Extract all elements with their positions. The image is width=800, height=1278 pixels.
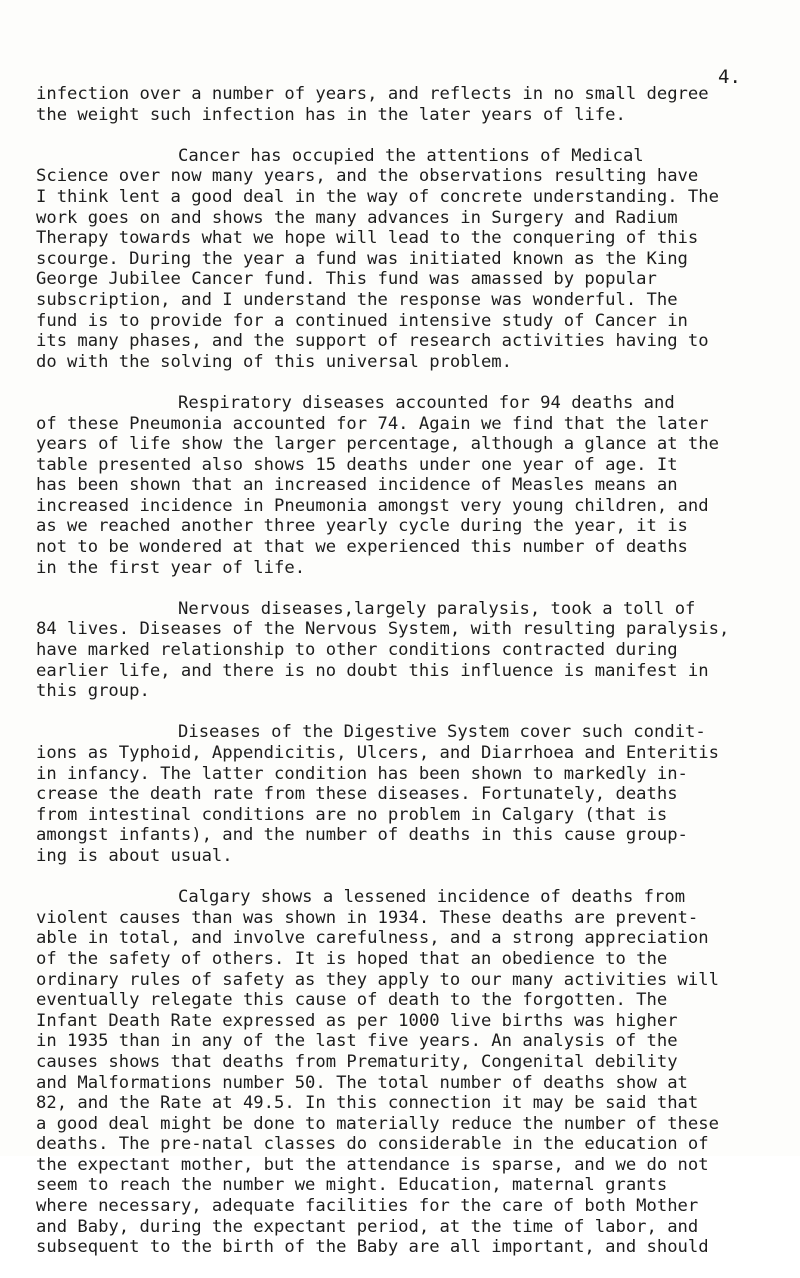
text-line: in infancy. The latter condition has been shown to markedly in- [36, 763, 688, 784]
text-line: fund is to provide for a continued intensive study of Cancer in [36, 310, 688, 331]
text-line: ing is about usual. [36, 845, 233, 866]
text-line: deaths. The pre-natal classes do considerable in the education of [36, 1134, 709, 1155]
text-line: not to be wondered at that we experienced this number of deaths [36, 537, 688, 558]
text-line: crease the death rate from these diseases. Fortunately, deaths [36, 784, 678, 805]
text-line: Nervous diseases,largely paralysis, took a toll of [178, 598, 696, 619]
text-line: violent causes than was shown in 1934. These deaths are prevent- [36, 907, 699, 928]
text-line: years of life show the larger percentage, although a glance at the [36, 434, 719, 455]
text-line: of the safety of others. It is hoped that an obedience to the [36, 948, 668, 969]
text-line: ordinary rules of safety as they apply to our many activities will [36, 969, 719, 990]
text-line: seem to reach the number we might. Education, maternal grants [36, 1175, 668, 1196]
paragraph [36, 722, 776, 866]
text-line: I think lent a good deal in the way of concrete understanding. The [36, 186, 719, 207]
text-line: Cancer has occupied the attentions of Medical [178, 145, 644, 166]
text-line: and Malformations number 50. The total number of deaths show at [36, 1072, 688, 1093]
text-line: earlier life, and there is no doubt this influence is manifest in [36, 660, 709, 681]
text-line: Science over now many years, and the observations resulting have [36, 166, 699, 187]
text-line: in the first year of life. [36, 557, 306, 578]
text-line: 84 lives. Diseases of the Nervous System, with resulting paralysis, [36, 619, 730, 640]
text-line: as we reached another three yearly cycle during the year, it is [36, 516, 688, 537]
text-line: a good deal might be done to materially reduce the number of these [36, 1113, 719, 1134]
text-line: 82, and the Rate at 49.5. In this connection it may be said that [36, 1093, 699, 1114]
paragraph [36, 887, 776, 1258]
text-line: Diseases of the Digestive System cover such condit- [178, 722, 706, 743]
text-line: of these Pneumonia accounted for 74. Again we find that the later [36, 413, 709, 434]
text-line: subscription, and I understand the response was wonderful. The [36, 289, 678, 310]
text-line: scourge. During the year a fund was initiated known as the King [36, 248, 688, 269]
text-line: Therapy towards what we hope will lead to the conquering of this [36, 228, 699, 249]
paragraph [36, 146, 776, 373]
text-line: causes shows that deaths from Prematurity, Congenital debility [36, 1051, 678, 1072]
text-line: infection over a number of years, and reflects in no small degree [36, 84, 709, 104]
text-line: able in total, and involve carefulness, and a strong appreciation [36, 928, 709, 949]
paragraph [36, 84, 776, 125]
text-line: eventually relegate this cause of death to the forgotten. The [36, 990, 668, 1011]
text-line: Calgary shows a lessened incidence of deaths from [178, 887, 686, 908]
text-line: amongst infants), and the number of deaths in this cause group- [36, 825, 688, 846]
text-line: the expectant mother, but the attendance is sparse, and we do not [36, 1154, 709, 1175]
text-line: in 1935 than in any of the last five years. An analysis of the [36, 1031, 678, 1052]
body-text [36, 84, 776, 1278]
text-line: where necessary, adequate facilities for the care of both Mother [36, 1196, 699, 1217]
text-line: do with the solving of this universal problem. [36, 351, 512, 372]
text-line: ions as Typhoid, Appendicitis, Ulcers, and Diarrhoea and Enteritis [36, 743, 719, 763]
text-line: table presented also shows 15 deaths under one year of age. It [36, 454, 678, 475]
text-line: Respiratory diseases accounted for 94 deaths and [178, 392, 675, 413]
text-line: has been shown that an increased incidence of Measles means an [36, 475, 678, 496]
text-line: Infant Death Rate expressed as per 1000 live births was higher [36, 1010, 678, 1031]
text-line: increased incidence in Pneumonia amongst very young children, and [36, 495, 709, 516]
page-number: 4. [718, 66, 741, 88]
text-line: work goes on and shows the many advances in Surgery and Radium [36, 207, 678, 228]
text-line: the weight such infection has in the later years of life. [36, 104, 626, 125]
text-line: and Baby, during the expectant period, at the time of labor, and [36, 1216, 699, 1237]
text-line: have marked relationship to other conditions contracted during [36, 640, 678, 661]
text-line: its many phases, and the support of research activities having to [36, 331, 709, 352]
paragraph [36, 599, 776, 702]
text-line: from intestinal conditions are no problem in Calgary (that is [36, 804, 668, 825]
paragraph [36, 393, 776, 578]
text-line: this group. [36, 681, 150, 702]
text-line: George Jubilee Cancer fund. This fund was amassed by popular [36, 269, 657, 290]
text-line: subsequent to the birth of the Baby are all important, and should [36, 1237, 709, 1258]
